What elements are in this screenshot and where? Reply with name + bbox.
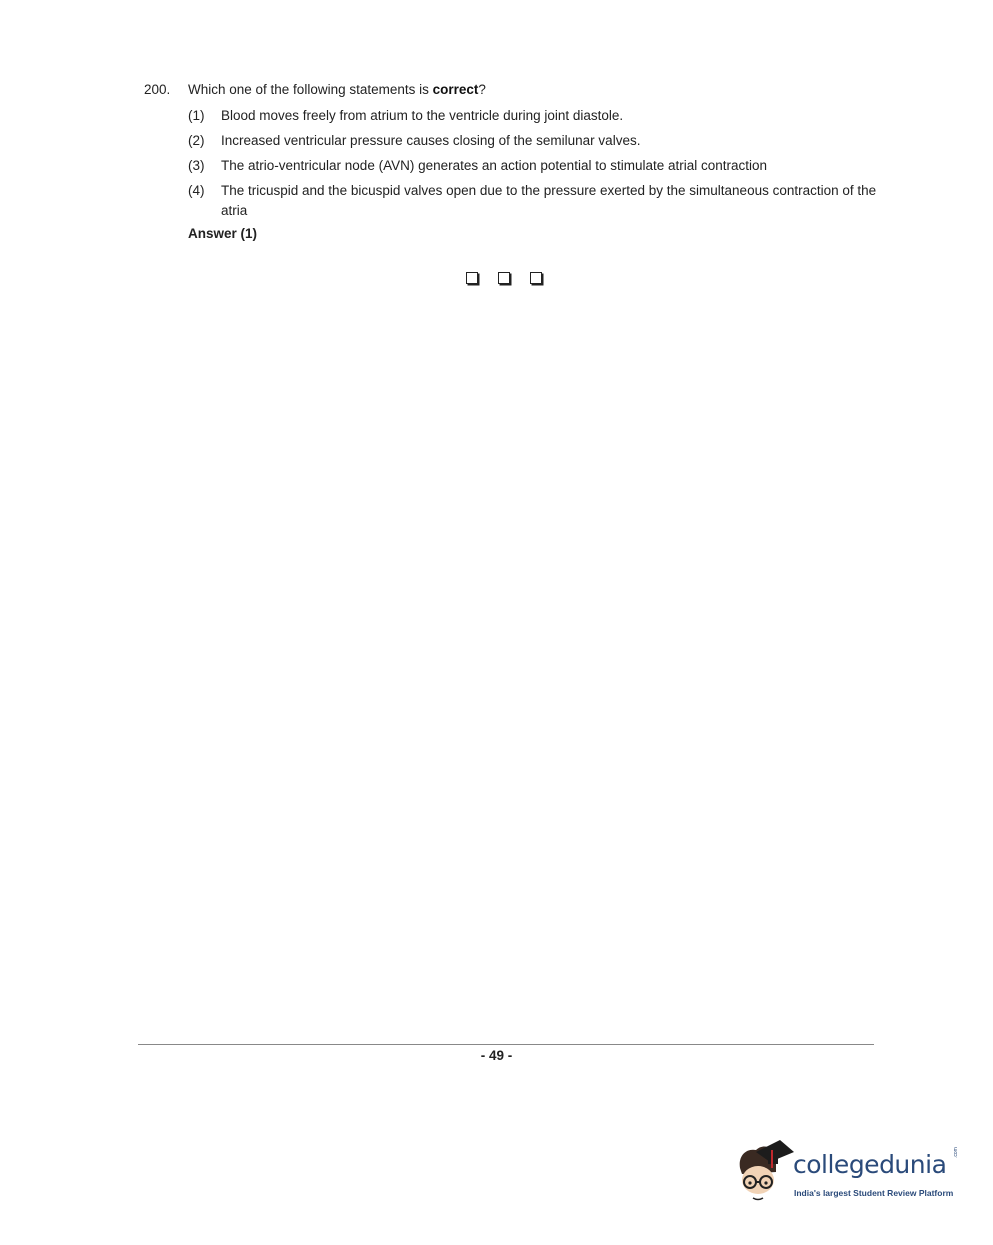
question-text-prefix: Which one of the following statements is xyxy=(188,82,433,97)
page-number: - 49 - xyxy=(480,1048,513,1063)
option-text: Blood moves freely from atrium to the ventricle during joint diastole. xyxy=(221,108,624,123)
checkbox-square-icon xyxy=(530,272,542,284)
option-text: The tricuspid and the bicuspid valves open due to the pressure exerted by the simultaneous contraction of the atria xyxy=(221,183,877,218)
question-text-suffix: ? xyxy=(478,82,486,97)
option-text: Increased ventricular pressure causes closing of the semilunar valves. xyxy=(221,133,641,148)
logo-suffix-text: .com xyxy=(953,1147,959,1158)
logo-tagline: India's largest Student Review Platform xyxy=(794,1188,954,1198)
question-text xyxy=(188,82,486,97)
answer-label: Answer (1) xyxy=(188,226,258,241)
option-number: (3) xyxy=(188,158,205,173)
mascot-icon xyxy=(736,1138,794,1208)
checkbox-square-icon xyxy=(498,272,510,284)
question-text-bold: correct xyxy=(432,82,479,97)
question-number: 200. xyxy=(144,82,171,97)
option-number: (4) xyxy=(188,183,205,198)
option-text: The atrio-ventricular node (AVN) generates an action potential to stimulate atrial contraction xyxy=(221,158,768,173)
option-number: (1) xyxy=(188,108,205,123)
footer-divider xyxy=(138,1044,874,1045)
collegedunia-logo xyxy=(736,1138,966,1208)
checkbox-square-icon xyxy=(466,272,478,284)
option-number: (2) xyxy=(188,133,205,148)
logo-brand-text: collegedunia xyxy=(793,1150,947,1179)
section-divider-boxes xyxy=(466,272,542,284)
